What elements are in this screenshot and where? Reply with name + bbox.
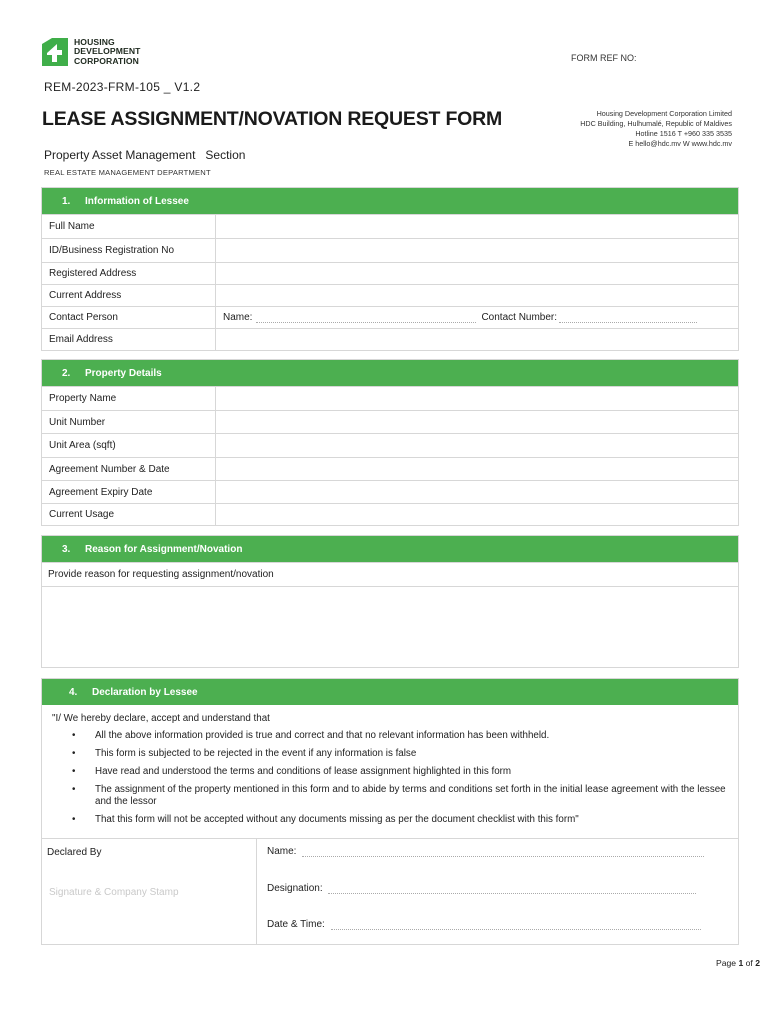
form-ref-label: FORM REF NO: — [571, 53, 637, 63]
declared-by-label: Declared By — [47, 847, 102, 858]
company-line: Hotline 1516 T +960 335 3535 — [635, 129, 732, 138]
declaration-intro: "I/ We hereby declare, accept and understand that — [52, 713, 270, 724]
designation-label: Designation: — [267, 883, 323, 894]
logo-line: CORPORATION — [74, 55, 139, 66]
reason-section — [41, 535, 739, 668]
field-label: Agreement Number & Date — [42, 458, 216, 480]
agreement-number-date-field[interactable] — [216, 458, 738, 480]
section-number: 2. — [62, 367, 71, 379]
page-current: 1 — [738, 958, 744, 968]
form-row — [42, 433, 738, 457]
signer-name-input[interactable] — [302, 847, 704, 857]
document-code: REM-2023-FRM-105 _ V1.2 — [44, 80, 201, 94]
logo-line: DEVELOPMENT — [74, 46, 141, 57]
reason-prompt: Provide reason for requesting assignment/novation — [42, 562, 738, 586]
form-row — [42, 457, 738, 480]
form-row — [42, 262, 738, 284]
form-row — [42, 284, 738, 306]
form-row — [42, 503, 738, 525]
date-time-label: Date & Time: — [267, 919, 325, 930]
department-name: REAL ESTATE MANAGEMENT DEPARTMENT — [44, 168, 211, 177]
section-title: Reason for Assignment/Novation — [85, 543, 243, 555]
company-info — [580, 109, 732, 149]
company-line: HDC Building, Hulhumalé, Republic of Maldives — [580, 119, 732, 128]
hdc-logo — [40, 38, 141, 66]
page-total: 2 — [755, 958, 760, 968]
section-header — [42, 360, 738, 386]
declaration-section — [41, 678, 739, 945]
field-label: Agreement Expiry Date — [42, 481, 216, 503]
declaration-list — [52, 730, 728, 826]
section-header — [42, 536, 738, 562]
registered-address-field[interactable] — [216, 263, 738, 284]
section-header — [42, 679, 738, 705]
email-address-field[interactable] — [216, 329, 738, 350]
contact-person-field — [216, 307, 738, 328]
logo-line: HOUSING — [74, 37, 115, 47]
signature-area[interactable] — [42, 839, 257, 944]
section-title: Information of Lessee — [85, 195, 189, 207]
current-usage-field[interactable] — [216, 504, 738, 525]
form-row — [42, 328, 738, 350]
page-prefix: Page — [716, 958, 739, 968]
declaration-item: • That this form will not be accepted without any documents missing as per the document checklist with this form" — [52, 814, 728, 826]
contact-name-input[interactable] — [256, 313, 476, 323]
section-number: 3. — [62, 543, 71, 555]
signature-placeholder: Signature & Company Stamp — [49, 887, 179, 898]
field-label: Contact Person — [42, 307, 216, 328]
section-header — [42, 188, 738, 214]
page-number — [716, 958, 760, 968]
reason-textarea[interactable] — [42, 586, 738, 667]
field-label: Current Usage — [42, 504, 216, 525]
field-label: ID/Business Registration No — [42, 239, 216, 262]
form-title: LEASE ASSIGNMENT/NOVATION REQUEST FORM — [42, 108, 503, 130]
section-title: Declaration by Lessee — [92, 686, 198, 698]
unit-number-field[interactable] — [216, 411, 738, 433]
field-label: Unit Number — [42, 411, 216, 433]
form-row — [42, 410, 738, 433]
lessee-info-section — [41, 187, 739, 351]
field-label: Current Address — [42, 285, 216, 306]
agreement-expiry-field[interactable] — [216, 481, 738, 503]
declaration-item: • Have read and understood the terms and conditions of lease assignment highlighted in this form — [52, 766, 728, 778]
form-row — [42, 386, 738, 410]
contact-number-label: Contact Number: — [481, 312, 558, 323]
hdc-logo-icon — [40, 38, 70, 66]
page-of: of — [743, 958, 756, 968]
field-label: Unit Area (sqft) — [42, 434, 216, 457]
form-row — [42, 306, 738, 328]
field-label: Registered Address — [42, 263, 216, 284]
signer-details — [257, 839, 738, 944]
company-line: Housing Development Corporation Limited — [596, 109, 732, 118]
property-name-field[interactable] — [216, 387, 738, 410]
declaration-item: • The assignment of the property mentioned in this form and to abide by terms and conditions set forth in the initial lease agreement with the lessee and the lessor — [52, 784, 728, 808]
date-time-input[interactable] — [331, 920, 701, 930]
form-row — [42, 480, 738, 503]
form-row — [42, 214, 738, 238]
section-name: Property Asset Management Section — [44, 148, 246, 162]
signature-block — [42, 838, 738, 944]
form-row — [42, 238, 738, 262]
contact-name-label: Name: — [223, 312, 253, 323]
full-name-field[interactable] — [216, 215, 738, 238]
section-title: Property Details — [85, 367, 162, 379]
designation-input[interactable] — [328, 884, 696, 894]
company-line: E hello@hdc.mv W www.hdc.mv — [628, 139, 732, 148]
section-number: 4. — [69, 686, 78, 698]
declaration-item: • All the above information provided is true and correct and that no relevant information has been withheld. — [52, 730, 728, 742]
property-details-section — [41, 359, 739, 526]
date-time-field — [267, 919, 701, 930]
section-number: 1. — [62, 195, 71, 207]
unit-area-field[interactable] — [216, 434, 738, 457]
current-address-field[interactable] — [216, 285, 738, 306]
id-registration-field[interactable] — [216, 239, 738, 262]
declaration-item: • This form is subjected to be rejected in the event if any information is false — [52, 748, 728, 760]
declaration-body — [42, 705, 738, 826]
contact-number-input[interactable] — [559, 313, 697, 323]
name-field — [267, 846, 704, 857]
logo-text — [74, 38, 141, 66]
name-label: Name: — [267, 846, 297, 857]
designation-field — [267, 883, 696, 894]
field-label: Full Name — [42, 215, 216, 238]
field-label: Email Address — [42, 329, 216, 350]
field-label: Property Name — [42, 387, 216, 410]
